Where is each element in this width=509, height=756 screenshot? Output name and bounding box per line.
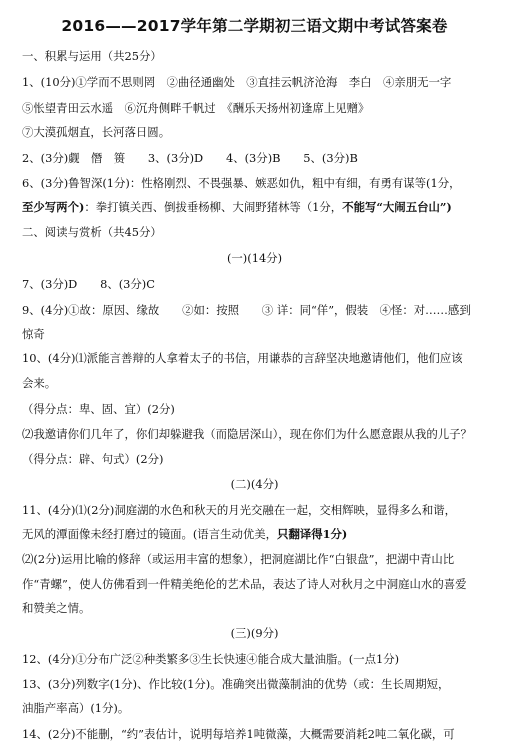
q11-line1: 11、(4分)⑴(2分)洞庭湖的水色和秋天的月光交融在一起，交相辉映，显得多么和谐，: [22, 503, 457, 517]
q2-5-line: 2、(3分)觑 僭 篑 3、(3分)D 4、(3分)B 5、(3分)B: [22, 151, 358, 165]
q6-bold-note1: 至少写两个): [22, 200, 85, 214]
section2-header: 二、阅读与赏析（共45分）: [22, 225, 162, 239]
part3-heading: (三)(9分): [230, 626, 279, 640]
q11-normal-text: 无风的潭面像未经打磨过的镜面。(语言生动优美，: [22, 527, 278, 541]
q9-line1: 9、(4分)①故：原因、缘故 ②如：按照 ③ 详：同“佯”，假装 ④怪：对……感到: [22, 303, 471, 317]
q6-bold-note2: 不能写“大闹五台山”): [342, 200, 452, 214]
q1-line2: ⑤怅望青田云水遥 ⑥沉舟侧畔千帆过 《酬乐天扬州初逢席上见赠》: [22, 101, 370, 115]
q10-line2: 会来。: [22, 376, 57, 390]
q6-line2: [22, 199, 492, 216]
q10-line1: 10、(4分)⑴派能言善辩的人拿着太子的书信，用谦恭的言辞坚决地邀请他们，他们应该: [22, 351, 463, 365]
page-title: 2016——2017学年第二学期初三语文期中考试答案卷: [61, 17, 448, 35]
q10-score1: （得分点：卑、固、宜）(2分): [22, 402, 175, 416]
q13-line1: 13、(3分)列数字(1分)、作比较(1分)。准确突出微藻制油的优势（或：生长周期短，: [22, 677, 450, 691]
q11-bold-note: 只翻译得1分): [277, 527, 348, 541]
q7-8-line: 7、(3分)D 8、(3分)C: [22, 277, 155, 291]
q6-line1: 6、(3分)鲁智深(1分)：性格刚烈、不畏强暴、嫉恶如仇，粗中有细，有勇有谋等(1分，: [22, 176, 461, 190]
q9-line2: 惊奇: [22, 327, 45, 341]
part2-heading: (二)(4分): [230, 477, 279, 491]
q11-line3: ⑵(2分)运用比喻的修辞（或运用丰富的想象），把洞庭湖比作“白银盘”，把湖中青山比: [22, 552, 455, 566]
q11-line4: 作“青螺”，使人仿佛看到一件精美绝伦的艺术品，表达了诗人对秋月之中洞庭山水的喜爱: [22, 577, 467, 591]
q11-line2: [22, 526, 492, 543]
q1-line3: ⑦大漠孤烟直，长河落日圆。: [22, 125, 171, 139]
q10-line3: ⑵我邀请你们几年了，你们却躲避我（而隐居深山），现在你们为什么愿意跟从我的儿子？: [22, 427, 472, 441]
q6-normal-text: ：拳打镇关西、倒拔垂杨柳、大闹野猪林等（1分，: [84, 200, 343, 214]
q12-line: 12、(4分)①分布广泛②种类繁多③生长快速④能合成大量油脂。(一点1分): [22, 652, 400, 666]
q10-score2: （得分点：辟、句式）(2分): [22, 452, 164, 466]
q14-line1: 14、(2分)不能删，“约”表估计，说明每培养1吨微藻，大概需要消耗2吨二氧化碳，可: [22, 727, 455, 741]
section1-header: 一、积累与运用（共25分）: [22, 49, 162, 63]
part1-heading: (一)(14分): [226, 251, 283, 265]
q1-line1: 1、(10分)①学而不思则罔 ②曲径通幽处 ③直挂云帆济沧海 李白 ④亲朋无一字: [22, 75, 452, 89]
q13-line2: 油脂产率高）(1分)。: [22, 701, 130, 715]
q11-line5: 和赞美之情。: [22, 601, 91, 615]
